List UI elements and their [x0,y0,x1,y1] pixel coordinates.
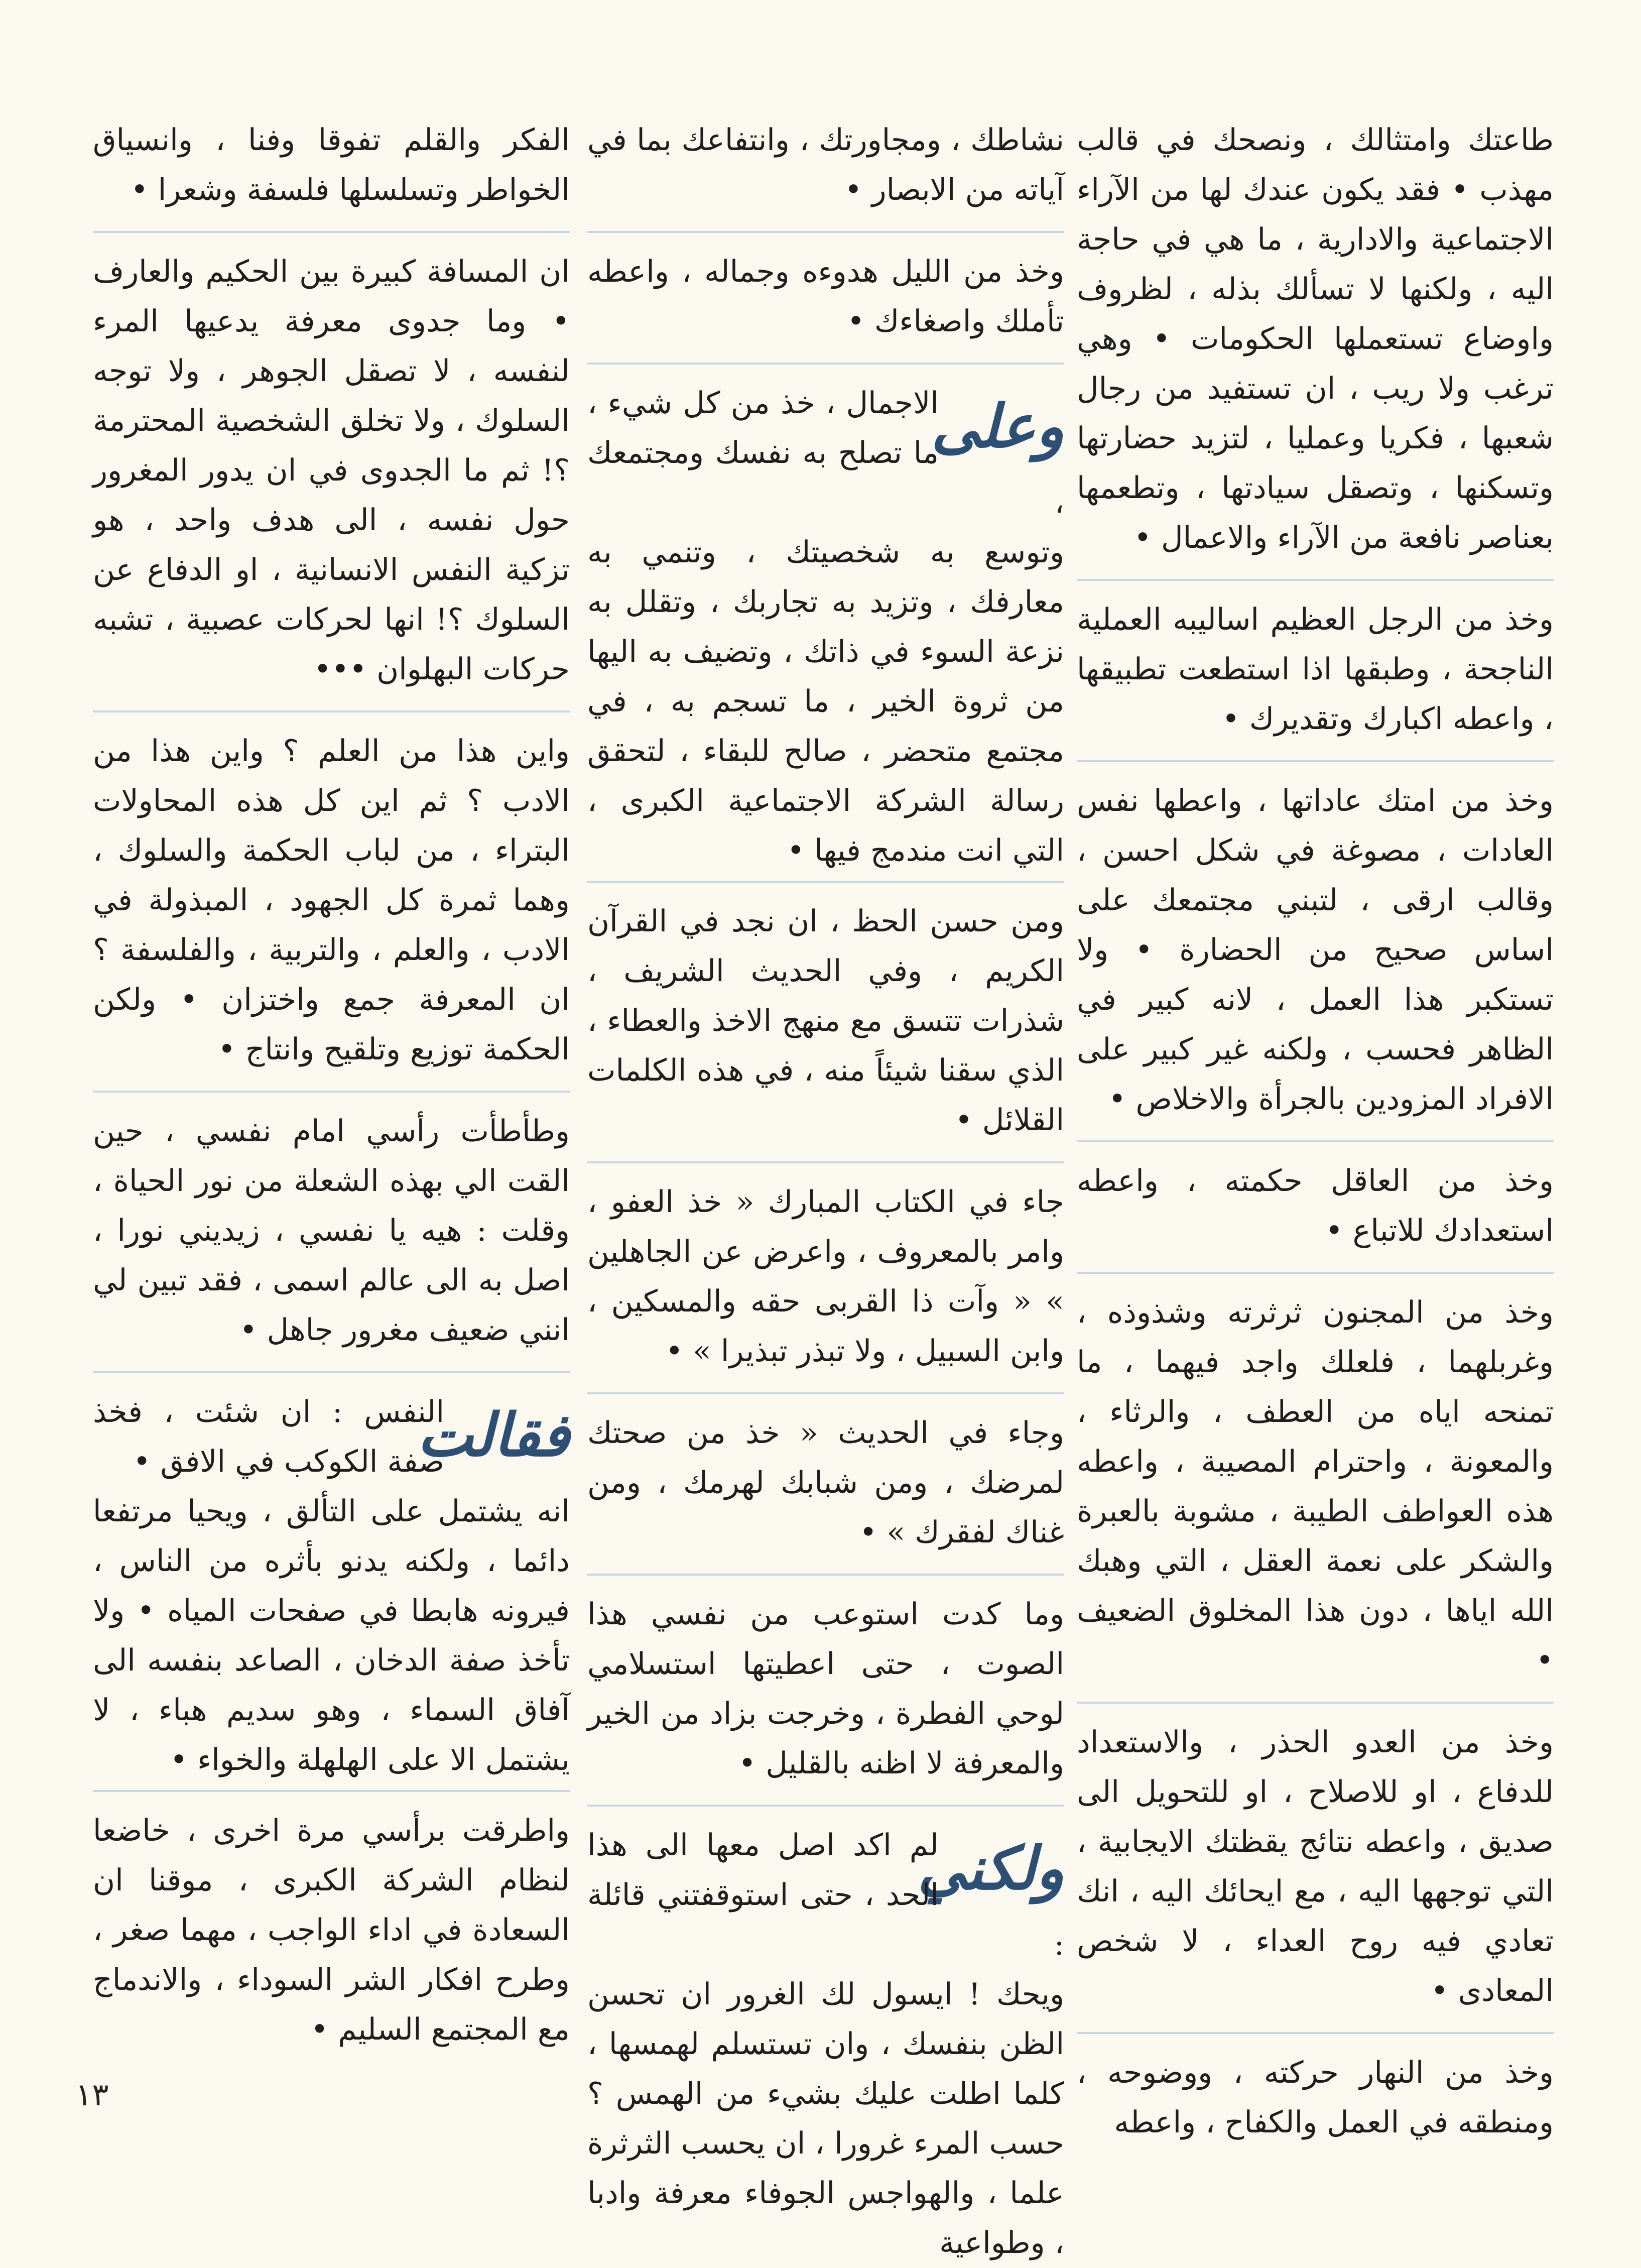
paragraph: الفكر والقلم تفوقا وفنا ، وانسياق الخواطر وتسلسلها فلسفة وشعرا • [93,123,570,207]
paragraph-divider [1077,1140,1554,1142]
drop-cap-paragraph [93,1387,570,1785]
paragraph-divider [1077,2032,1554,2034]
paragraph: وخذ من العاقل حكمته ، واعطه استعدادك للاتباع • [1077,1163,1554,1248]
paragraph: وخذ من المجنون ثرثرته وشذوذه ، وغربلهما ، فلعلك واجد فيهما ، ما تمنحه اياه من العطف ، والرثاء ، والمعونة ، واحترام المصيبة ، واعطه هذه العواطف الطيبة ، مشوبة بالعبرة والشكر على نعمة العقل ، التي وهبك الله اياها ، دون هذا المخلوق الضعيف • [1077,1295,1554,1678]
paragraph-divider [93,231,570,233]
paragraph: طاعتك وامتثالك ، ونصحك في قالب مهذب • فقد يكون عندك لها من الآراء الاجتماعية والادارية ، ما هي في حاجة اليه ، ولكنها لا تسألك بذله ، لظروف واوضاع تستعملها الحكومات • وهي ترغب ولا ريب ، ان تستفيد من رجال شعبها ، فكريا وعمليا ، لتزيد حضارتها وتسكنها ، وتصقل سيادتها ، وتطعمها بعناصر نافعة من الآراء والاعمال • [1077,123,1554,555]
paragraph: ويحك ! ايسول لك الغرور ان تحسن الظن بنفسك ، وان تستسلم لهمسها ، كلما اطلت عليك بشيء من الهمس ؟ حسب المرء غرورا ، ان يحسب الثرثرة علما ، والهواجس الجوفاء معرفة وادبا ، وطواعية [587,1977,1064,2260]
paragraph: انه يشتمل على التألق ، ويحيا مرتفعا دائما ، ولكنه يدنو بأثره من الناس ، فيرونه هابطا في صفحات المياه • ولا تأخذ صفة الدخان ، الصاعد بنفسه الى آفاق السماء ، وهو سديم هباء ، لا يشتمل الا على الهلهلة والخواء • [93,1494,570,1777]
paragraph: نشاطك ، ومجاورتك ، وانتفاعك بما في آياته من الابصار • [587,123,1064,207]
paragraph-divider [587,1574,1064,1576]
paragraph: واين هذا من العلم ؟ واين هذا من الادب ؟ ثم اين كل هذه المحاولات البتراء ، من لباب الحكمة والسلوك ، وهما ثمرة كل الجهود ، المبذولة في الادب ، والعلم ، والتربية ، والفلسفة ؟ ان المعرفة جمع واختزان • ولكن الحكمة توزيع وتلقيح وانتاج • [93,734,570,1067]
paragraph: وخذ من الرجل العظيم اساليبه العملية الناجحة ، وطبقها اذا استطعت تطبيقها ، واعطه اكبارك وتقديرك • [1077,602,1554,737]
column-left [93,115,570,2064]
paragraph-divider [587,1805,1064,1807]
paragraph: وخذ من العدو الحذر ، والاستعداد للدفاع ، او للاصلاح ، او للتحويل الى صديق ، واعطه نتائج يقظتك الايجابية ، التي توجهها اليه ، مع ايحائك اليه ، انك تعادي فيه روح العداء ، لا شخص المعادى • [1077,1725,1554,2008]
paragraph-divider [587,231,1064,233]
paragraph: وتوسع به شخصيتك ، وتنمي به معارفك ، وتزيد به تجاربك ، وتقلل به نزعة السوء في ذاتك ، وتضيف به اليها من ثروة الخير ، ما تسجم به ، في مجتمع متحضر ، صالح للبقاء ، لتحقق رسالة الشركة الاجتماعية الكبرى ، التي انت مندمج فيها • [587,535,1064,868]
paragraph-divider [93,1790,570,1792]
page-number: ١٣ [75,2076,109,2113]
drop-cap-paragraph [587,379,1064,876]
paragraph-divider [1077,1272,1554,1274]
paragraph: وطأطأت رأسي امام نفسي ، حين القت الي بهذه الشعلة من نور الحياة ، وقلت : هيه يا نفسي ، زيديني نورا ، اصل به الى عالم اسمى ، فقد تبين لي انني ضعيف مغرور جاهل • [93,1114,570,1348]
drop-cap-word: فقالت [417,1400,570,1470]
drop-cap-word: ولكني [917,1833,1064,1903]
paragraph-divider [1077,760,1554,762]
drop-cap-lead: الاجمال ، خذ من كل شيء ، ما تصلح به نفسك ومجتمعك ، [587,386,1064,520]
drop-cap-lead: لم اكد اصل معها الى هذا الحد ، حتى استوقفتني قائلة : [587,1828,1064,1962]
paragraph: واطرقت برأسي مرة اخرى ، خاضعا لنظام الشركة الكبرى ، موقنا ان السعادة في اداء الواجب ، مهما صغر ، وطرح افكار الشر السوداء ، والاندماج مع المجتمع السليم • [93,1813,570,2047]
drop-cap-lead: النفس : ان شئت ، فخذ صفة الكوكب في الافق • [93,1394,444,1479]
paragraph: وخذ من النهار حركته ، ووضوحه ، ومنطقه في العمل والكفاح ، واعطه [1077,2055,1554,2140]
paragraph: جاء في الكتاب المبارك « خذ العفو ، وامر بالمعروف ، واعرض عن الجاهلين » « وآت ذا القربى حقه والمسكين ، وابن السبيل ، ولا تبذر تبذيرا » • [587,1184,1064,1369]
column-right [1077,115,1554,2140]
paragraph-divider [93,1371,570,1373]
paragraph-divider [587,363,1064,365]
paragraph-divider [93,1091,570,1093]
paragraph: وجاء في الحديث « خذ من صحتك لمرضك ، ومن شبابك لهرمك ، ومن غناك لفقرك » • [587,1415,1064,1550]
paragraph-divider [93,710,570,712]
column-middle [587,115,1064,2260]
drop-cap-word: وعلى [931,391,1064,461]
paragraph-divider [587,881,1064,883]
paragraph-divider [587,1392,1064,1394]
paragraph-divider [1077,579,1554,581]
drop-cap-paragraph [587,1821,1064,2268]
paragraph-divider [1077,1702,1554,1704]
paragraph: وخذ من الليل هدوءه وجماله ، واعطه تأملك واصغاءك • [587,254,1064,339]
paragraph-divider [587,1161,1064,1163]
paragraph: ان المسافة كبيرة بين الحكيم والعارف • وما جدوى معرفة يدعيها المرء لنفسه ، لا تصقل الجوهر ، ولا توجه السلوك ، ولا تخلق الشخصية المحترمة ؟! ثم ما الجدوى في ان يدور المغرور حول نفسه ، الى هدف واحد ، هو تزكية النفس الانسانية ، او الدفاع عن السلوك ؟! انها لحركات عصبية ، تشبه حركات البهلوان ••• [93,254,570,687]
paragraph: وما كدت استوعب من نفسي هذا الصوت ، حتى اعطيتها استسلامي لوحي الفطرة ، وخرجت بزاد من الخير والمعرفة لا اظنه بالقليل • [587,1597,1064,1781]
paragraph: ومن حسن الحظ ، ان نجد في القرآن الكريم ، وفي الحديث الشريف ، شذرات تتسق مع منهج الاخذ والعطاء ، الذي سقنا شيئاً منه ، في هذه الكلمات القلائل • [587,904,1064,1138]
paragraph: وخذ من امتك عاداتها ، واعطها نفس العادات ، مصوغة في شكل احسن ، وقالب ارقى ، لتبني مجتمعك على اساس صحيح من الحضارة • ولا تستكبر هذا العمل ، لانه كبير في الظاهر فحسب ، ولكنه غير كبير على الافراد المزودين بالجرأة والاخلاص • [1077,783,1554,1117]
